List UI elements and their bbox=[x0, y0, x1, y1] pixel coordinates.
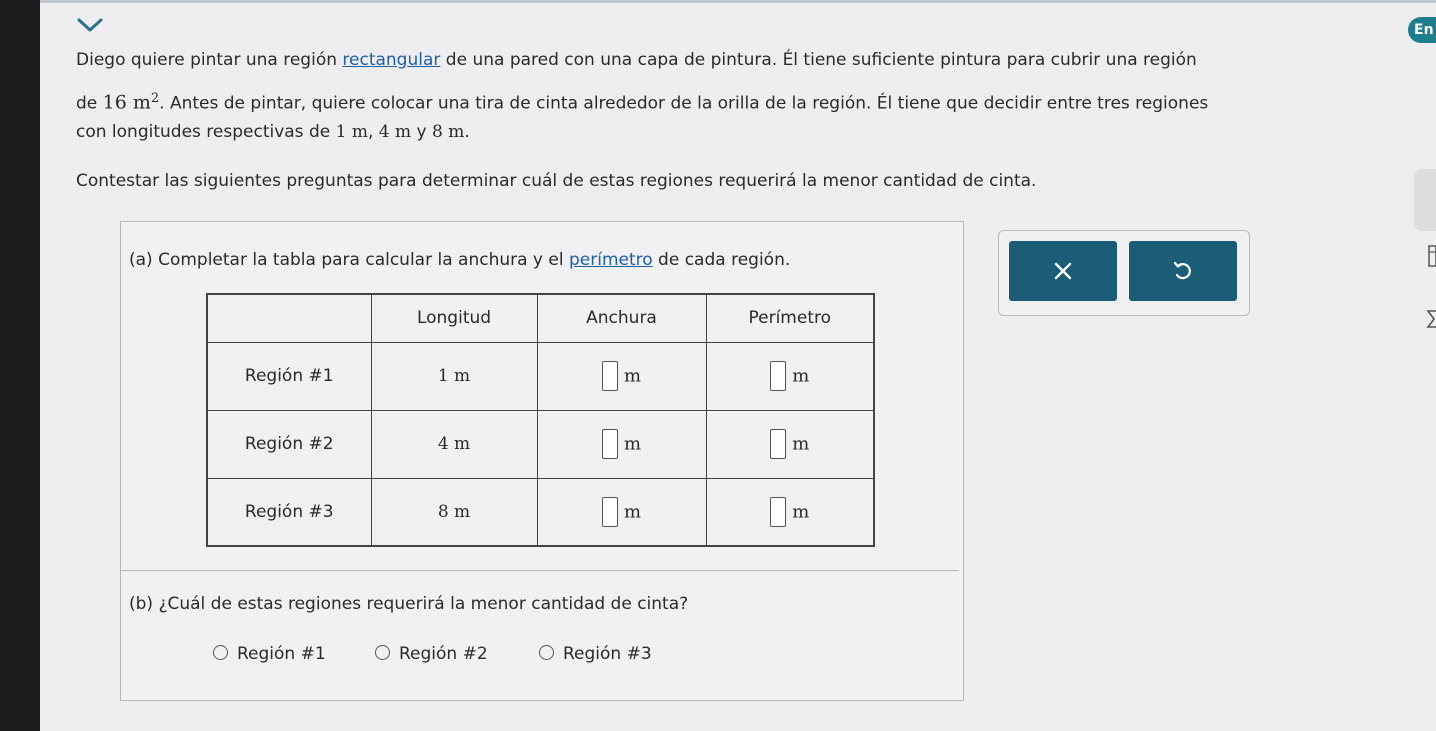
table-row bbox=[207, 342, 874, 410]
length-value: 4 m bbox=[371, 410, 537, 478]
undo-icon bbox=[1172, 260, 1194, 282]
header-width: Anchura bbox=[537, 294, 706, 342]
area-exponent: 2 bbox=[150, 91, 160, 106]
perimeter-input[interactable] bbox=[770, 497, 786, 527]
option-region-1[interactable]: Región #1 bbox=[213, 644, 326, 664]
area-value: 16 m bbox=[102, 91, 151, 114]
screen-bezel bbox=[0, 0, 40, 731]
section-divider bbox=[121, 570, 959, 571]
perimeter-link[interactable]: perímetro bbox=[568, 250, 653, 270]
collapse-chevron-button[interactable] bbox=[70, 7, 110, 41]
width-cell: m bbox=[537, 342, 706, 410]
header-length: Longitud bbox=[371, 294, 537, 342]
question-panel bbox=[120, 221, 964, 701]
side-tab[interactable] bbox=[1414, 169, 1436, 231]
table-row bbox=[207, 478, 874, 546]
width-input[interactable] bbox=[602, 429, 618, 459]
option-region-2[interactable]: Región #2 bbox=[375, 644, 488, 664]
width-cell: m bbox=[537, 478, 706, 546]
undo-button[interactable] bbox=[1129, 241, 1237, 301]
width-input[interactable] bbox=[602, 361, 618, 391]
chevron-down-icon bbox=[70, 7, 110, 41]
perimeter-input[interactable] bbox=[770, 429, 786, 459]
table-row bbox=[207, 410, 874, 478]
perimeter-cell: m bbox=[706, 410, 874, 478]
perimeter-cell: m bbox=[706, 478, 874, 546]
assignment-page bbox=[40, 3, 1436, 731]
part-a-label: (a) Completar la tabla para calcular la anchura y el perímetro de cada región. bbox=[129, 250, 791, 270]
option-region-3[interactable]: Región #3 bbox=[539, 644, 652, 664]
width-input[interactable] bbox=[602, 497, 618, 527]
problem-line-3: con longitudes respectivas de 1 m, 4 m y 8 m. bbox=[76, 122, 470, 142]
rectangular-link[interactable]: rectangular bbox=[342, 50, 441, 70]
book-icon[interactable] bbox=[1425, 308, 1436, 330]
width-cell: m bbox=[537, 410, 706, 478]
radio-circle-icon[interactable] bbox=[375, 645, 390, 660]
perimeter-cell: m bbox=[706, 342, 874, 410]
region-table bbox=[206, 293, 875, 547]
header-perimeter: Perímetro bbox=[706, 294, 874, 342]
problem-line-1: Diego quiere pintar una región rectangular de una pared con una capa de pintura. Él tiene suficiente pintura para cubrir una región bbox=[76, 50, 1197, 70]
action-buttons-card bbox=[998, 230, 1250, 316]
problem-line-2: de 16 $m^2$. Antes de pintar, quiere colocar una tira de cinta alrededor de la orilla de la región. Él tiene que decidir entre tres regiones bbox=[76, 91, 1209, 114]
table-header-row bbox=[207, 294, 874, 342]
instruction-text: Contestar las siguientes preguntas para determinar cuál de estas regiones requerirá la menor cantidad de cinta. bbox=[76, 171, 1037, 191]
row-label: Región #3 bbox=[207, 478, 371, 546]
row-label: Región #2 bbox=[207, 410, 371, 478]
language-button[interactable]: En bbox=[1408, 17, 1436, 43]
radio-circle-icon[interactable] bbox=[213, 645, 228, 660]
length-value: 8 m bbox=[371, 478, 537, 546]
x-icon bbox=[1053, 261, 1073, 281]
part-b-question: (b) ¿Cuál de estas regiones requerirá la menor cantidad de cinta? bbox=[129, 594, 689, 614]
radio-circle-icon[interactable] bbox=[539, 645, 554, 660]
length-value: 1 m bbox=[371, 342, 537, 410]
perimeter-input[interactable] bbox=[770, 361, 786, 391]
calculator-icon[interactable] bbox=[1428, 245, 1436, 267]
clear-button[interactable] bbox=[1009, 241, 1117, 301]
header-empty bbox=[207, 294, 371, 342]
row-label: Región #1 bbox=[207, 342, 371, 410]
